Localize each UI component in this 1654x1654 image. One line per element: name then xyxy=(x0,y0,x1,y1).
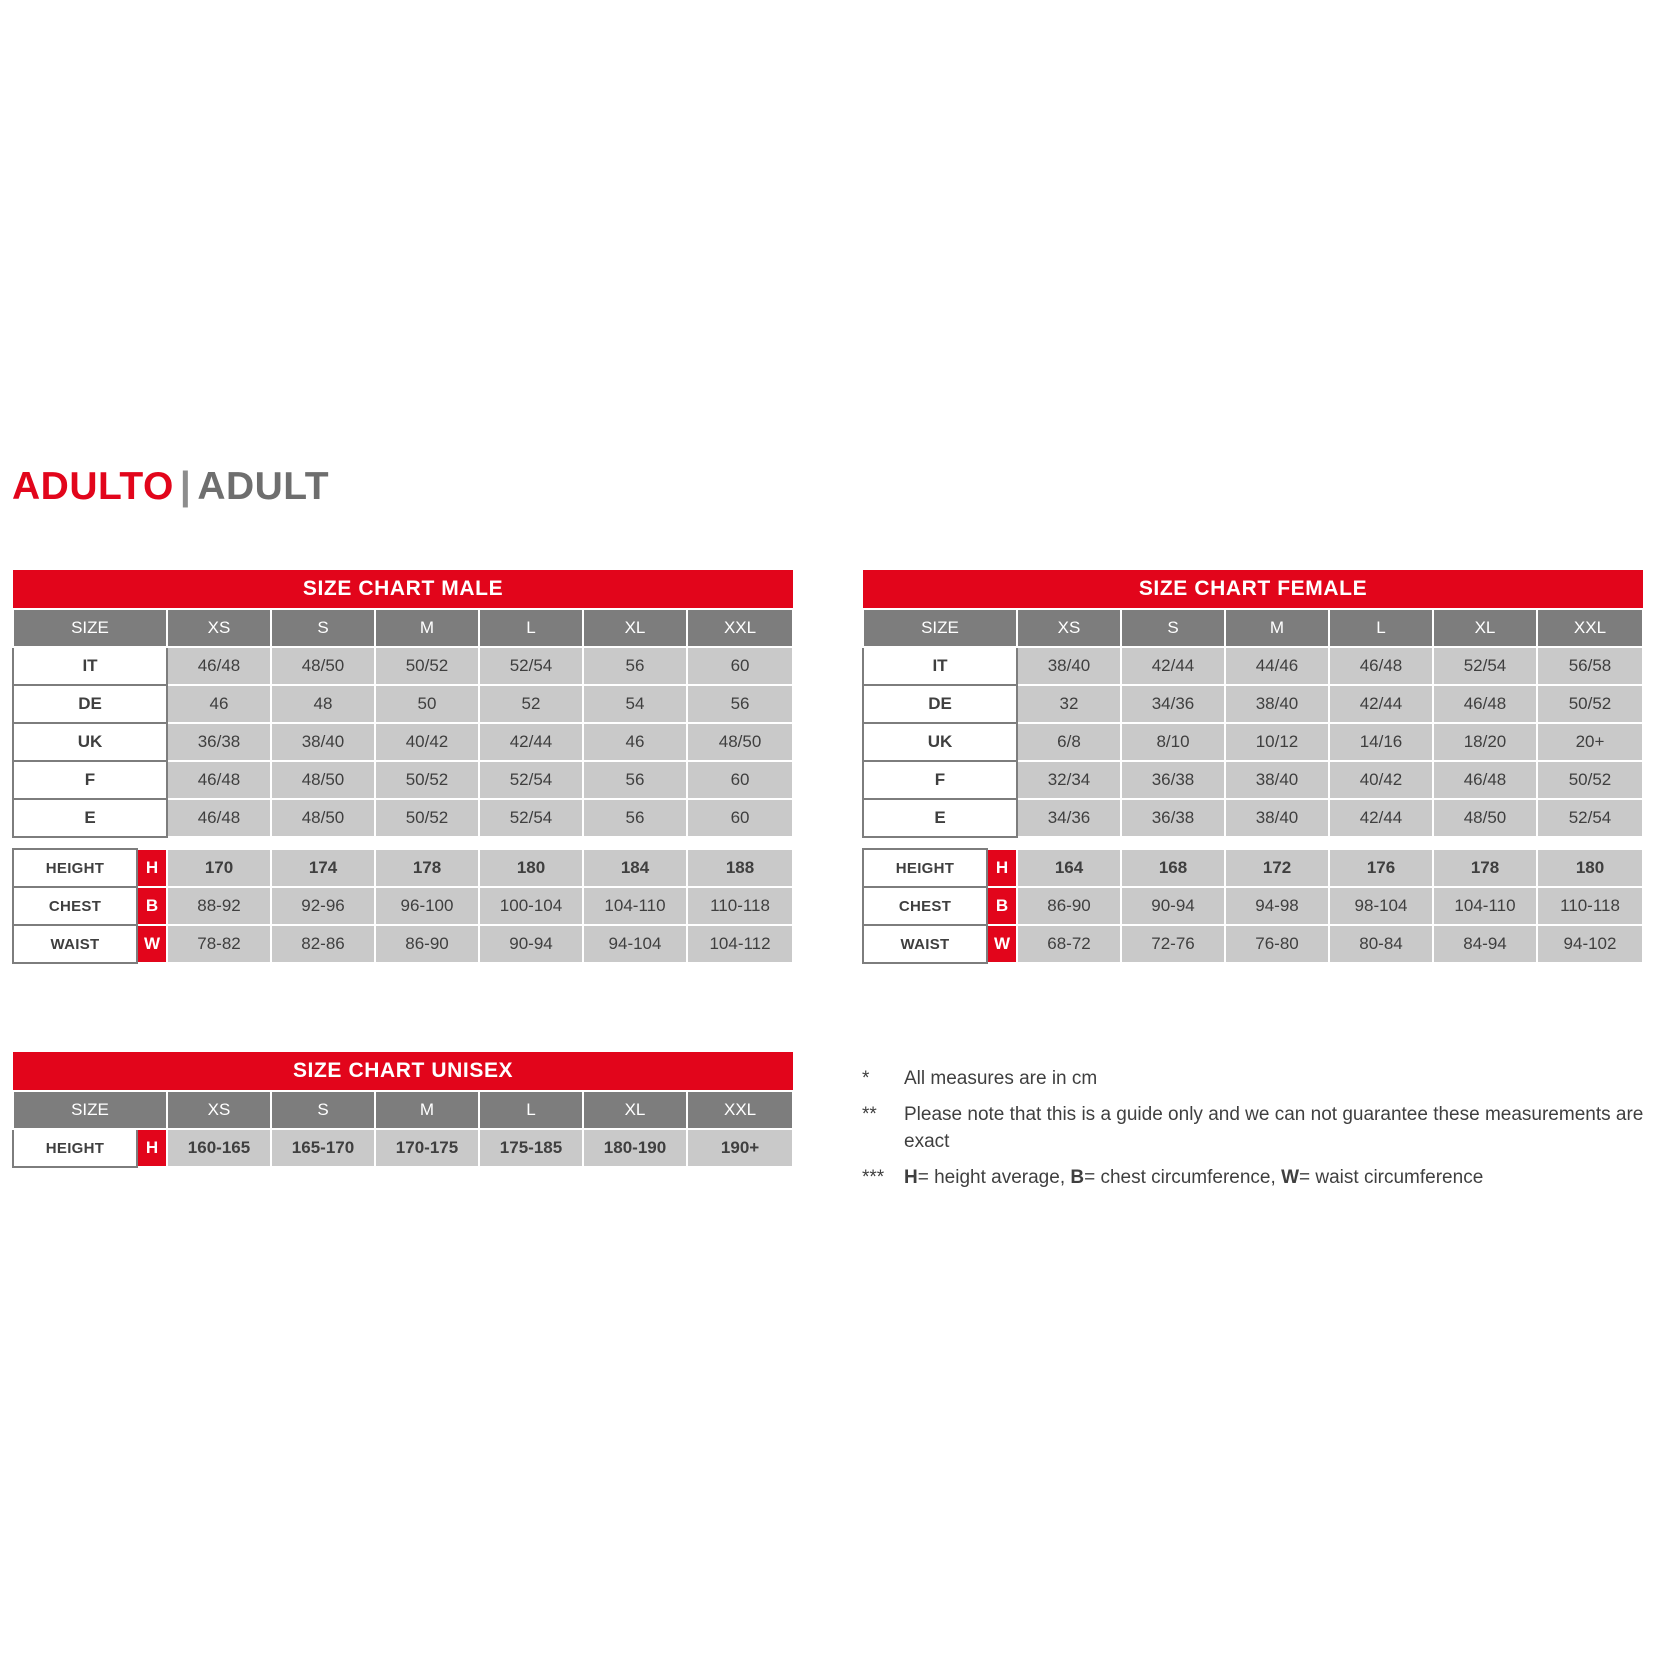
male-chest-l: 100-104 xyxy=(479,887,583,925)
male-measure-label-chest: CHEST xyxy=(13,887,137,925)
male-chest-xl: 104-110 xyxy=(583,887,687,925)
female-waist-xs: 68-72 xyxy=(1017,925,1121,963)
unisex-height-s: 165-170 xyxy=(271,1129,375,1167)
female-size-s: S xyxy=(1121,609,1225,647)
male-measure-tag-h: H xyxy=(137,849,167,887)
page-title-separator: | xyxy=(179,465,192,508)
male-size-m: M xyxy=(375,609,479,647)
female-de-l: 42/44 xyxy=(1329,685,1433,723)
note-text-2: Please note that this is a guide only and we can not guarantee these measurements are exact xyxy=(904,1103,1644,1153)
spacer-cell xyxy=(13,837,793,849)
female-waist-m: 76-80 xyxy=(1225,925,1329,963)
table-row xyxy=(13,1129,793,1167)
male-waist-xs: 78-82 xyxy=(167,925,271,963)
male-e-xs: 46/48 xyxy=(167,799,271,837)
female-row-label-e: E xyxy=(863,799,1017,837)
size-chart-male xyxy=(12,570,794,964)
female-e-xxl: 52/54 xyxy=(1537,799,1643,837)
female-uk-l: 14/16 xyxy=(1329,723,1433,761)
male-it-xs: 46/48 xyxy=(167,647,271,685)
female-f-m: 38/40 xyxy=(1225,761,1329,799)
note-marker-2: ** xyxy=(862,1103,877,1125)
male-height-s: 174 xyxy=(271,849,375,887)
table-row xyxy=(13,925,793,963)
female-measure-label-height: HEIGHT xyxy=(863,849,987,887)
male-chest-s: 92-96 xyxy=(271,887,375,925)
male-f-s: 48/50 xyxy=(271,761,375,799)
male-row-label-f: F xyxy=(13,761,167,799)
female-de-xxl: 50/52 xyxy=(1537,685,1643,723)
female-waist-l: 80-84 xyxy=(1329,925,1433,963)
male-uk-xxl: 48/50 xyxy=(687,723,793,761)
male-it-m: 50/52 xyxy=(375,647,479,685)
male-uk-m: 40/42 xyxy=(375,723,479,761)
female-height-xl: 178 xyxy=(1433,849,1537,887)
male-e-xl: 56 xyxy=(583,799,687,837)
female-e-xl: 48/50 xyxy=(1433,799,1537,837)
male-de-m: 50 xyxy=(375,685,479,723)
male-chest-xs: 88-92 xyxy=(167,887,271,925)
unisex-height-l: 175-185 xyxy=(479,1129,583,1167)
table-row xyxy=(13,647,793,685)
female-f-s: 36/38 xyxy=(1121,761,1225,799)
male-f-l: 52/54 xyxy=(479,761,583,799)
note-text-3: H= height average, B= chest circumference, W= waist circumference xyxy=(904,1166,1484,1188)
male-chart-header-row xyxy=(13,609,793,647)
unisex-size-xl: XL xyxy=(583,1091,687,1129)
female-f-xs: 32/34 xyxy=(1017,761,1121,799)
female-it-xs: 38/40 xyxy=(1017,647,1121,685)
unisex-height-m: 170-175 xyxy=(375,1129,479,1167)
female-waist-s: 72-76 xyxy=(1121,925,1225,963)
male-e-xxl: 60 xyxy=(687,799,793,837)
female-size-xs: XS xyxy=(1017,609,1121,647)
male-waist-xxl: 104-112 xyxy=(687,925,793,963)
male-size-xs: XS xyxy=(167,609,271,647)
male-e-m: 50/52 xyxy=(375,799,479,837)
female-size-xl: XL xyxy=(1433,609,1537,647)
male-f-xl: 56 xyxy=(583,761,687,799)
note-item xyxy=(862,1164,1654,1192)
female-de-s: 34/36 xyxy=(1121,685,1225,723)
female-it-l: 46/48 xyxy=(1329,647,1433,685)
female-measure-tag-b: B xyxy=(987,887,1017,925)
male-waist-m: 86-90 xyxy=(375,925,479,963)
unisex-size-label: SIZE xyxy=(13,1091,167,1129)
unisex-measure-label-height: HEIGHT xyxy=(13,1129,137,1167)
male-de-xs: 46 xyxy=(167,685,271,723)
female-height-l: 176 xyxy=(1329,849,1433,887)
size-chart-female xyxy=(862,570,1644,964)
female-uk-xs: 6/8 xyxy=(1017,723,1121,761)
female-row-label-de: DE xyxy=(863,685,1017,723)
female-measure-tag-w: W xyxy=(987,925,1017,963)
male-it-xxl: 60 xyxy=(687,647,793,685)
male-measure-label-height: HEIGHT xyxy=(13,849,137,887)
female-height-s: 168 xyxy=(1121,849,1225,887)
table-row xyxy=(863,849,1643,887)
male-height-xxl: 188 xyxy=(687,849,793,887)
female-de-xl: 46/48 xyxy=(1433,685,1537,723)
male-f-xxl: 60 xyxy=(687,761,793,799)
male-e-s: 48/50 xyxy=(271,799,375,837)
female-waist-xl: 84-94 xyxy=(1433,925,1537,963)
table-row xyxy=(13,887,793,925)
spacer-row xyxy=(13,837,793,849)
female-size-label: SIZE xyxy=(863,609,1017,647)
female-chest-xl: 104-110 xyxy=(1433,887,1537,925)
table-row xyxy=(13,761,793,799)
table-row xyxy=(13,849,793,887)
female-f-xxl: 50/52 xyxy=(1537,761,1643,799)
note-marker-1: * xyxy=(862,1068,870,1089)
male-size-s: S xyxy=(271,609,375,647)
page-title-italian: ADULTO xyxy=(12,465,174,508)
female-measure-label-waist: WAIST xyxy=(863,925,987,963)
female-waist-xxl: 94-102 xyxy=(1537,925,1643,963)
note-marker-3: *** xyxy=(862,1166,885,1188)
male-f-m: 50/52 xyxy=(375,761,479,799)
size-chart-unisex xyxy=(12,1052,794,1168)
male-uk-s: 38/40 xyxy=(271,723,375,761)
female-size-l: L xyxy=(1329,609,1433,647)
male-it-s: 48/50 xyxy=(271,647,375,685)
male-f-xs: 46/48 xyxy=(167,761,271,799)
spacer-cell xyxy=(863,837,1643,849)
female-size-xxl: XXL xyxy=(1537,609,1643,647)
male-measure-tag-b: B xyxy=(137,887,167,925)
unisex-size-m: M xyxy=(375,1091,479,1129)
female-measure-label-chest: CHEST xyxy=(863,887,987,925)
male-it-l: 52/54 xyxy=(479,647,583,685)
unisex-chart-header-row xyxy=(13,1091,793,1129)
male-uk-l: 42/44 xyxy=(479,723,583,761)
table-row xyxy=(13,723,793,761)
male-height-xs: 170 xyxy=(167,849,271,887)
male-chest-m: 96-100 xyxy=(375,887,479,925)
female-it-s: 42/44 xyxy=(1121,647,1225,685)
female-uk-xxl: 20+ xyxy=(1537,723,1643,761)
notes-block xyxy=(862,1065,1654,1199)
female-row-label-f: F xyxy=(863,761,1017,799)
female-uk-xl: 18/20 xyxy=(1433,723,1537,761)
page-title-english: ADULT xyxy=(197,465,330,508)
unisex-height-xxl: 190+ xyxy=(687,1129,793,1167)
table-row xyxy=(863,685,1643,723)
table-row xyxy=(863,647,1643,685)
male-e-l: 52/54 xyxy=(479,799,583,837)
male-height-m: 178 xyxy=(375,849,479,887)
male-de-xl: 54 xyxy=(583,685,687,723)
unisex-height-xs: 160-165 xyxy=(167,1129,271,1167)
female-chest-xxl: 110-118 xyxy=(1537,887,1643,925)
female-measure-tag-h: H xyxy=(987,849,1017,887)
unisex-chart-banner: SIZE CHART UNISEX xyxy=(13,1052,793,1091)
note-item xyxy=(862,1101,1654,1156)
unisex-measure-tag-h: H xyxy=(137,1129,167,1167)
female-size-m: M xyxy=(1225,609,1329,647)
spacer-row xyxy=(863,837,1643,849)
female-de-m: 38/40 xyxy=(1225,685,1329,723)
female-uk-s: 8/10 xyxy=(1121,723,1225,761)
female-e-l: 42/44 xyxy=(1329,799,1433,837)
male-size-xxl: XXL xyxy=(687,609,793,647)
male-de-xxl: 56 xyxy=(687,685,793,723)
female-chest-s: 90-94 xyxy=(1121,887,1225,925)
note-text-1: All measures are in cm xyxy=(904,1068,1098,1089)
male-it-xl: 56 xyxy=(583,647,687,685)
male-waist-xl: 94-104 xyxy=(583,925,687,963)
male-de-l: 52 xyxy=(479,685,583,723)
male-height-xl: 184 xyxy=(583,849,687,887)
female-f-xl: 46/48 xyxy=(1433,761,1537,799)
female-chart-header-row xyxy=(863,609,1643,647)
male-uk-xs: 36/38 xyxy=(167,723,271,761)
female-row-label-it: IT xyxy=(863,647,1017,685)
page-title xyxy=(12,465,329,509)
female-height-xs: 164 xyxy=(1017,849,1121,887)
table-row xyxy=(863,887,1643,925)
unisex-size-xs: XS xyxy=(167,1091,271,1129)
unisex-size-l: L xyxy=(479,1091,583,1129)
female-it-m: 44/46 xyxy=(1225,647,1329,685)
unisex-size-xxl: XXL xyxy=(687,1091,793,1129)
table-row xyxy=(863,925,1643,963)
female-row-label-uk: UK xyxy=(863,723,1017,761)
male-row-label-it: IT xyxy=(13,647,167,685)
male-row-label-e: E xyxy=(13,799,167,837)
table-row xyxy=(13,685,793,723)
male-de-s: 48 xyxy=(271,685,375,723)
unisex-size-s: S xyxy=(271,1091,375,1129)
male-chart-banner: SIZE CHART MALE xyxy=(13,570,793,609)
female-uk-m: 10/12 xyxy=(1225,723,1329,761)
female-it-xl: 52/54 xyxy=(1433,647,1537,685)
male-measure-label-waist: WAIST xyxy=(13,925,137,963)
female-it-xxl: 56/58 xyxy=(1537,647,1643,685)
female-chest-xs: 86-90 xyxy=(1017,887,1121,925)
female-de-xs: 32 xyxy=(1017,685,1121,723)
female-chest-l: 98-104 xyxy=(1329,887,1433,925)
female-height-xxl: 180 xyxy=(1537,849,1643,887)
note-item xyxy=(862,1065,1654,1093)
table-row xyxy=(863,723,1643,761)
female-height-m: 172 xyxy=(1225,849,1329,887)
table-row xyxy=(863,761,1643,799)
male-size-l: L xyxy=(479,609,583,647)
male-waist-l: 90-94 xyxy=(479,925,583,963)
male-height-l: 180 xyxy=(479,849,583,887)
male-size-label: SIZE xyxy=(13,609,167,647)
male-waist-s: 82-86 xyxy=(271,925,375,963)
female-f-l: 40/42 xyxy=(1329,761,1433,799)
unisex-height-xl: 180-190 xyxy=(583,1129,687,1167)
male-row-label-uk: UK xyxy=(13,723,167,761)
male-measure-tag-w: W xyxy=(137,925,167,963)
male-size-xl: XL xyxy=(583,609,687,647)
female-chart-banner: SIZE CHART FEMALE xyxy=(863,570,1643,609)
female-e-xs: 34/36 xyxy=(1017,799,1121,837)
table-row xyxy=(13,799,793,837)
male-chest-xxl: 110-118 xyxy=(687,887,793,925)
female-e-s: 36/38 xyxy=(1121,799,1225,837)
table-row xyxy=(863,799,1643,837)
female-chest-m: 94-98 xyxy=(1225,887,1329,925)
male-row-label-de: DE xyxy=(13,685,167,723)
female-e-m: 38/40 xyxy=(1225,799,1329,837)
male-uk-xl: 46 xyxy=(583,723,687,761)
